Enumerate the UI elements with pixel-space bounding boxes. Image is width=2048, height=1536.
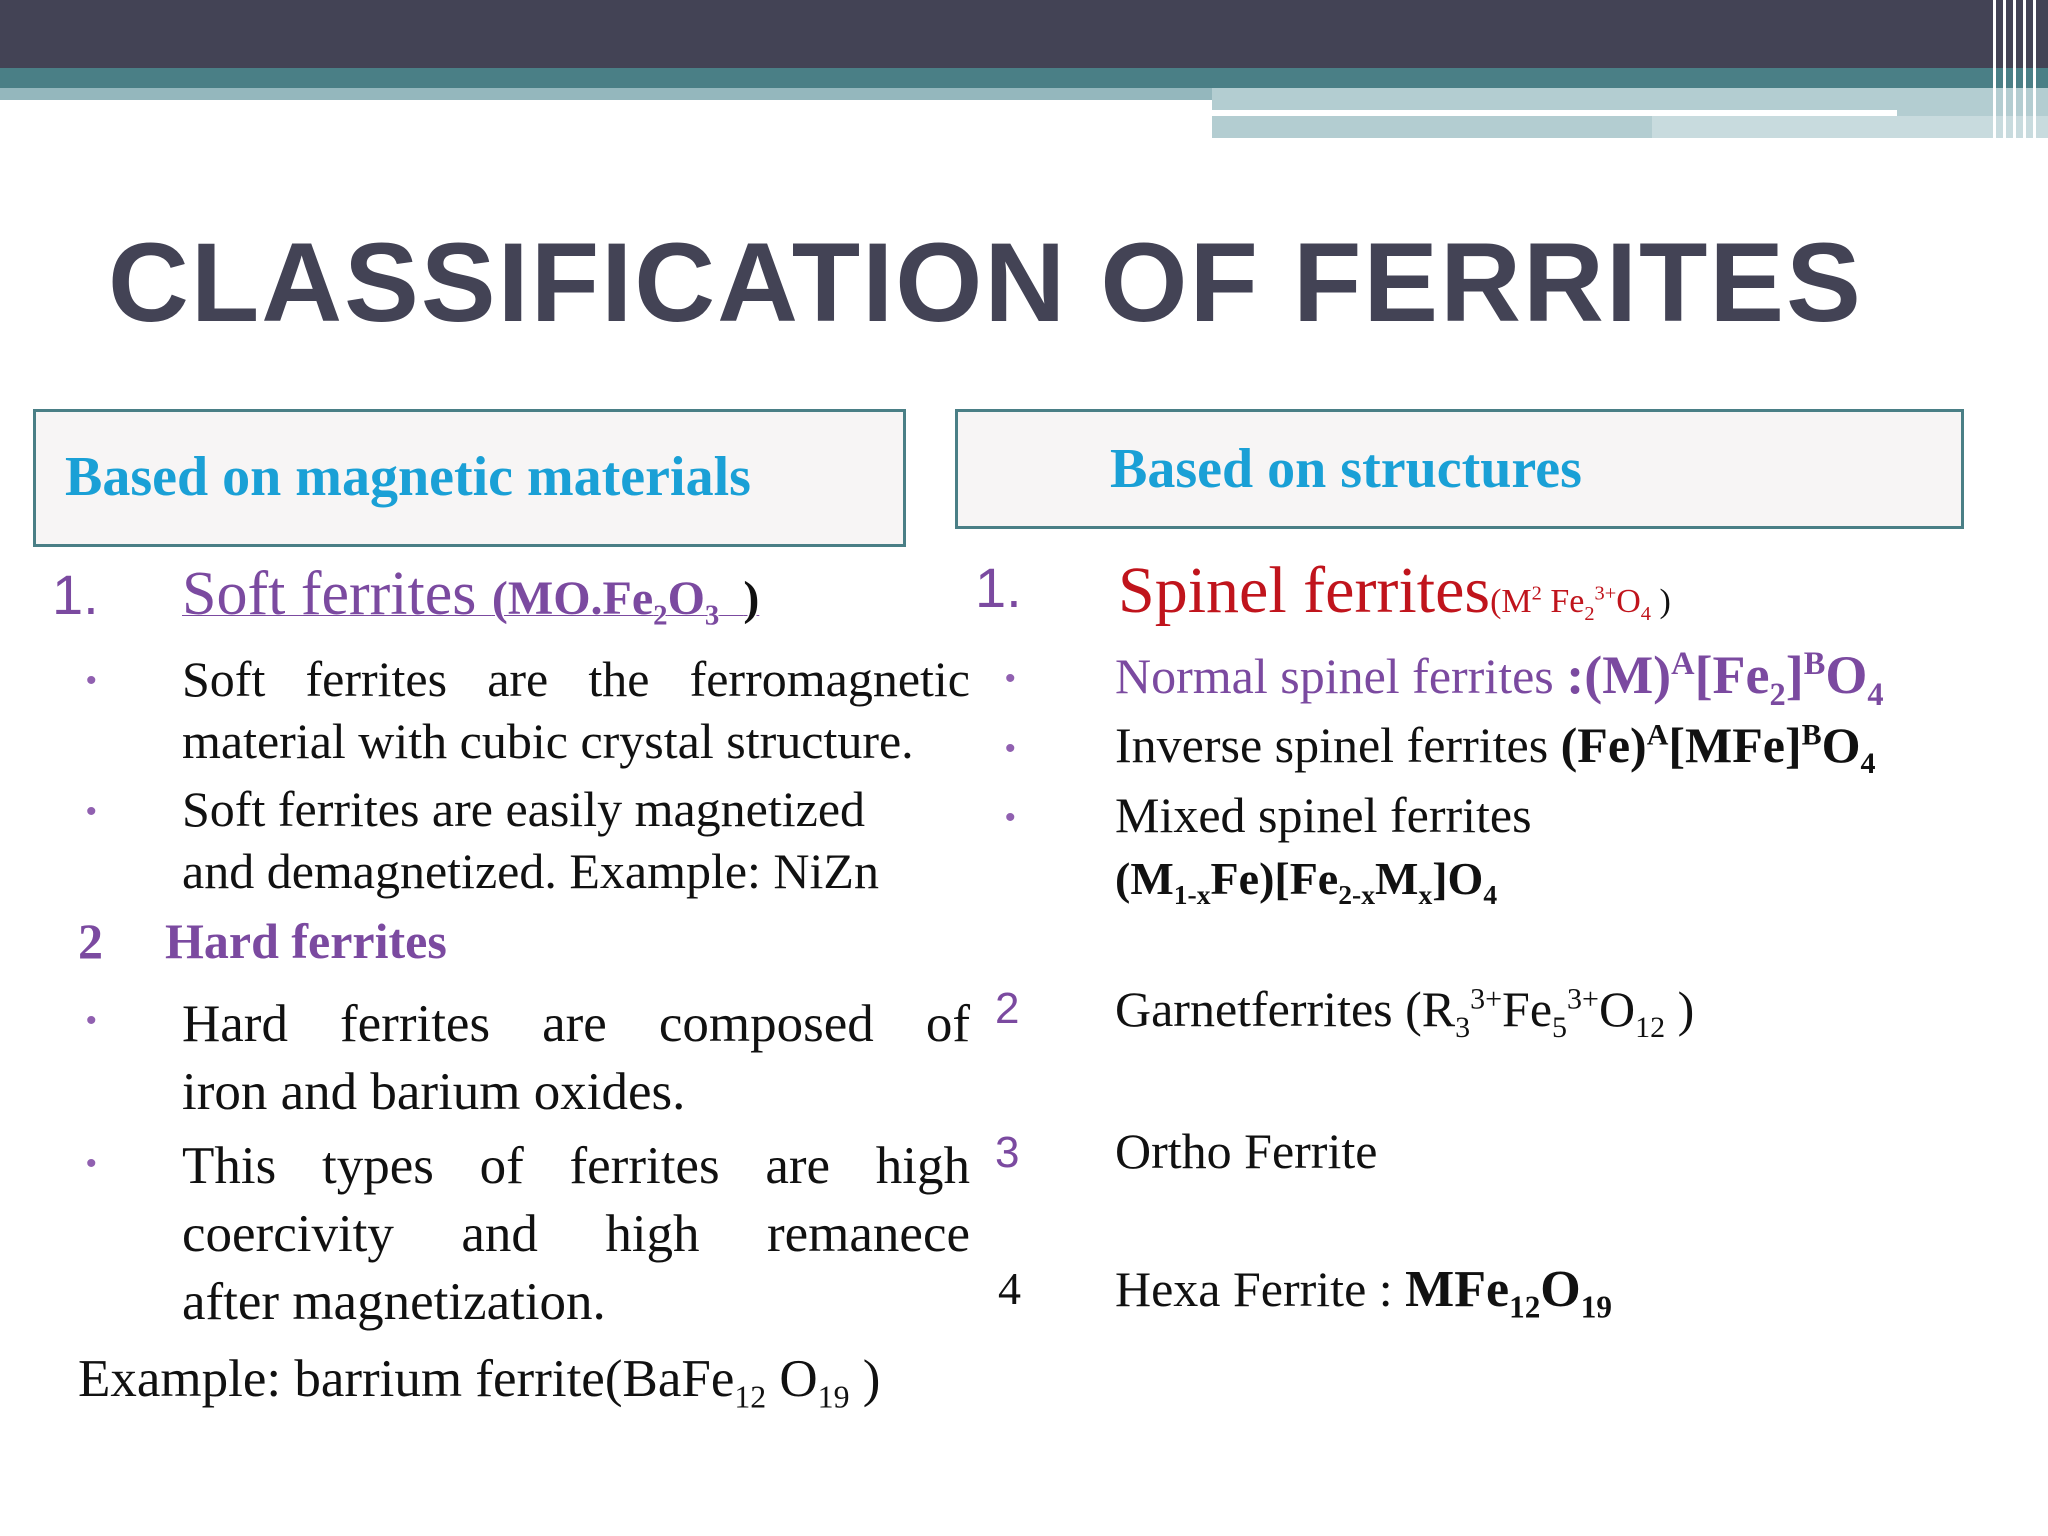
hard-ferrites-heading: Hard ferrites [165,913,447,969]
soft-bullet-2: Soft ferrites are easily magnetized and demagnetized. Example: NiZn [182,781,879,899]
normal-spinel-formula: $:(M)^A[Fe_2]^BO_4$ [1566,645,1884,713]
hard-ferrite-example: Example: barrium ferrite(BaFe$_{12}$ $O_{19}$ ) [78,1350,881,1415]
list-number-3: 3 [995,1128,1020,1177]
soft-bullet-1: Soft ferrites are the ferromagnetic material with cubic crystal structure. [182,651,970,769]
bullet-icon: • [1005,732,1016,765]
spinel-type-inverse: Inverse spinel ferrites $(Fe)^A[MFe]^BO_4$ [1115,717,1876,780]
corner-stripe [2033,0,2036,138]
slide-title: CLASSIFICATION OF FERRITES [108,220,1863,345]
bullet-icon: • [86,1004,97,1037]
hard-bullet-2: This types of ferrites are high coercivity and high remanece after magnetization. [182,1137,970,1331]
list-number-1: 1. [52,563,99,626]
corner-stripe [1993,0,1996,138]
top-teal-bar [0,68,2048,88]
spinel-ferrites-label: Spinel ferrites [1118,554,1491,627]
soft-ferrites-label: Soft ferrites [182,560,492,628]
corner-stripe [2003,0,2006,138]
top-right-accent-bar-2 [1652,116,2048,138]
ortho-ferrite: Ortho Ferrite [1115,1123,1378,1179]
soft-ferrites-formula: ($MO.Fe_2O_3$ ) [491,572,760,632]
list-number-2: 2 [995,984,1020,1033]
corner-stripe [2013,0,2016,138]
list-number-4: 4 [998,1263,1021,1314]
hexa-ferrite-formula: $MFe_{12}O_{19}$ [1405,1261,1612,1325]
hexa-ferrite: Hexa Ferrite : $MFe_{12}O_{19}$ [1115,1261,1612,1325]
bullet-icon: • [1005,801,1016,834]
hard-bullet-1: Hard ferrites are composed of iron and barium oxides. [182,995,970,1121]
top-dark-bar [0,0,2048,68]
corner-stripe [2023,0,2026,138]
bullet-icon: • [1005,662,1016,695]
list-number-2: 2 [78,913,103,969]
spinel-ferrites-formula: ($M^2$ $Fe_2^{3+}O_4$ ) [1490,582,1671,625]
garnet-ferrites: Garnetferrites ($R_3^{3+}Fe_5^{3+}O_{12}$ ) [1115,981,1695,1044]
spinel-type-normal: Normal spinel ferrites $:(M)^A[Fe_2]^BO_4$ [1115,645,1884,713]
spinel-type-mixed: Mixed spinel ferrites $(M_{1-x}Fe)[Fe_{2-x}M_x]O_4$ [1115,787,1532,911]
spinel-ferrites-heading [1118,553,1671,629]
list-number-1: 1. [975,556,1022,619]
bullet-icon: • [86,795,97,828]
right-header-text: Based on structures [1110,438,1582,500]
soft-ferrites-heading [182,559,759,630]
inverse-spinel-formula: $(Fe)^A[MFe]^BO_4$ [1560,717,1876,780]
bullet-icon: • [86,1147,97,1180]
bullet-icon: • [86,664,97,697]
mixed-spinel-formula: $(M_{1-x}Fe)[Fe_{2-x}M_x]O_4$ [1115,853,1498,911]
left-header-text: Based on magnetic materials [65,446,751,508]
